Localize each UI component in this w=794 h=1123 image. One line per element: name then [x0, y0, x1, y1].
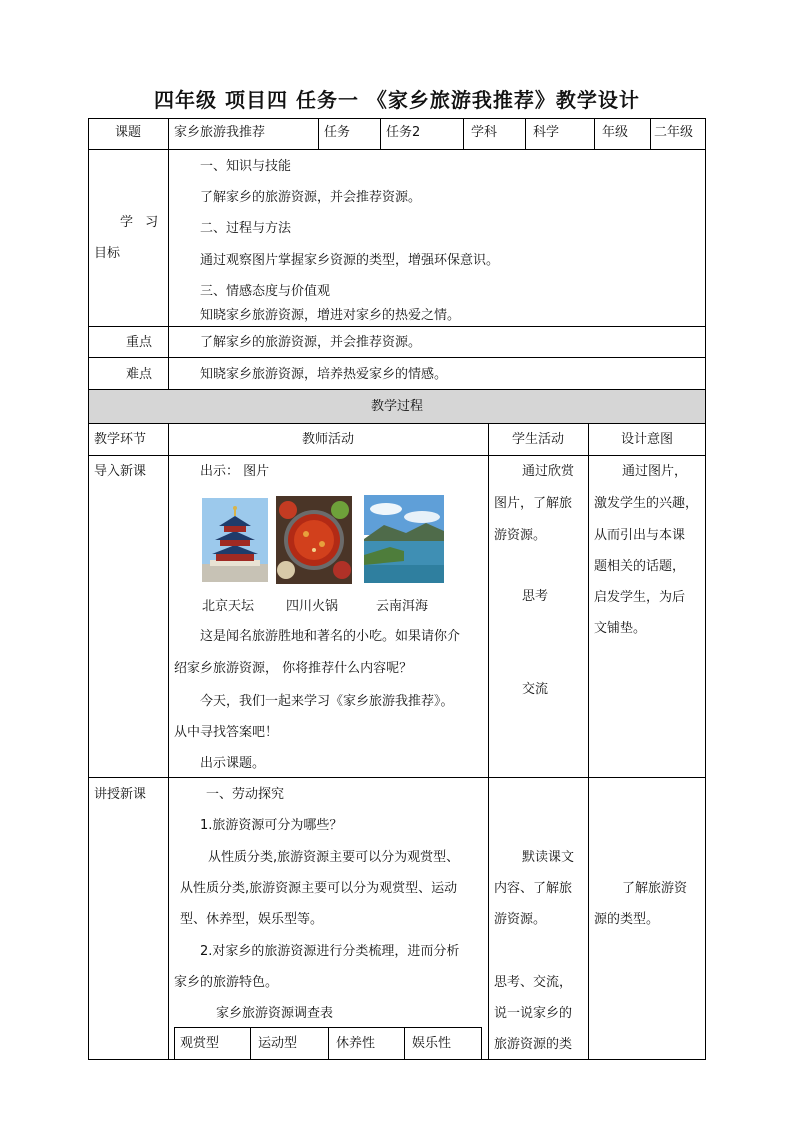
lecture-paragraph: 型、休养型，娱乐型等。	[180, 912, 324, 927]
key-point-label: 重点	[126, 335, 153, 350]
course-label: 课题	[114, 125, 141, 140]
intent-line: 激发学生的兴趣，	[594, 496, 699, 511]
student-activity-line: 通过欣赏	[522, 464, 575, 479]
subject-label: 学科	[471, 125, 498, 140]
student-activity-line: 图片，了解旅	[494, 496, 573, 511]
task-label: 任务	[324, 125, 351, 140]
intent-line: 启发学生，为后	[594, 590, 686, 605]
survey-col: 娱乐性	[412, 1036, 452, 1051]
student-activity-line: 交流	[522, 682, 549, 697]
col-intent: 设计意图	[620, 432, 673, 447]
task-value: 任务2	[386, 125, 421, 140]
image-caption: 四川火锅	[286, 599, 339, 614]
col-stage: 教学环节	[94, 432, 147, 447]
difficulty-value: 知晓家乡旅游资源，培养热爱家乡的情感。	[200, 367, 448, 382]
grade-label: 年级	[602, 125, 629, 140]
survey-col: 观赏型	[180, 1036, 220, 1051]
intent-line: 从而引出与本课	[594, 528, 686, 543]
student-activity-line: 说一说家乡的	[494, 1006, 573, 1021]
intro-stage: 导入新课	[94, 464, 147, 479]
survey-table	[174, 1027, 482, 1059]
subject-value: 科学	[533, 125, 560, 140]
objectives-label-2: 目标	[94, 246, 121, 261]
intent-line: 文铺垫。	[594, 621, 647, 636]
grade-value: 二年级	[654, 125, 694, 140]
survey-col: 运动型	[258, 1036, 298, 1051]
student-activity-line: 游资源。	[494, 912, 547, 927]
difficulty-label: 难点	[126, 367, 153, 382]
page-title: 四年级 项目四 任务一 《家乡旅游我推荐》教学设计	[154, 88, 640, 112]
objective-line: 知晓家乡旅游资源，增进对家乡的热爱之情。	[200, 308, 461, 323]
lecture-question: 2.对家乡的旅游资源进行分类梳理，进而分析	[200, 944, 460, 959]
objective-line: 二、过程与方法	[200, 221, 292, 236]
lecture-paragraph: 从性质分类,旅游资源主要可以分为观赏型、运动	[180, 881, 458, 896]
sichuan-hotpot-image	[276, 496, 352, 584]
lecture-question: 1.旅游资源可分为哪些？	[200, 818, 343, 833]
image-caption: 云南洱海	[376, 599, 429, 614]
student-activity-line: 思考	[522, 589, 549, 604]
intro-paragraph: 从中寻找答案吧！	[174, 725, 279, 740]
student-activity-line: 思考、交流，	[494, 975, 573, 990]
lecture-heading: 一、劳动探究	[206, 787, 285, 802]
key-point-value: 了解家乡的旅游资源，并会推荐资源。	[200, 335, 422, 350]
objective-line: 三、情感态度与价值观	[200, 284, 331, 299]
intent-line: 了解旅游资	[622, 881, 688, 896]
intro-show-line: 出示： 图片	[200, 464, 270, 479]
col-teacher: 教师活动	[301, 432, 354, 447]
lesson-plan-table	[88, 118, 706, 1060]
intro-paragraph: 出示课题。	[200, 756, 266, 771]
intent-line: 通过图片，	[622, 464, 688, 479]
intro-paragraph: 这是闻名旅游胜地和著名的小吃。如果请你介	[200, 629, 461, 644]
student-activity-line: 游资源。	[494, 528, 547, 543]
student-activity-line: 内容、了解旅	[494, 881, 573, 896]
intent-line: 题相关的话题，	[594, 559, 686, 574]
objective-line: 一、知识与技能	[200, 159, 292, 174]
col-student: 学生活动	[511, 432, 564, 447]
student-activity-line: 默读课文	[522, 850, 575, 865]
course-value: 家乡旅游我推荐	[174, 125, 266, 140]
survey-title: 家乡旅游资源调查表	[216, 1006, 334, 1021]
objective-line: 通过观察图片掌握家乡资源的类型，增强环保意识。	[200, 253, 500, 268]
objective-line: 了解家乡的旅游资源，并会推荐资源。	[200, 190, 422, 205]
lecture-question: 家乡的旅游特色。	[174, 975, 279, 990]
erhai-lake-image	[364, 495, 444, 583]
lecture-stage: 讲授新课	[94, 787, 147, 802]
image-caption: 北京天坛	[202, 599, 255, 614]
process-header: 教学过程	[370, 399, 423, 414]
lecture-paragraph: 从性质分类,旅游资源主要可以分为观赏型、	[208, 850, 460, 865]
student-activity-line: 旅游资源的类	[494, 1037, 573, 1052]
intro-paragraph: 绍家乡旅游资源， 你将推荐什么内容呢？	[174, 661, 413, 676]
intro-paragraph: 今天，我们一起来学习《家乡旅游我推荐》。	[200, 694, 454, 709]
survey-col: 休养性	[336, 1036, 376, 1051]
intent-line: 源的类型。	[594, 912, 660, 927]
temple-of-heaven-image	[202, 498, 268, 582]
objectives-label-1: 学 习	[120, 215, 163, 230]
